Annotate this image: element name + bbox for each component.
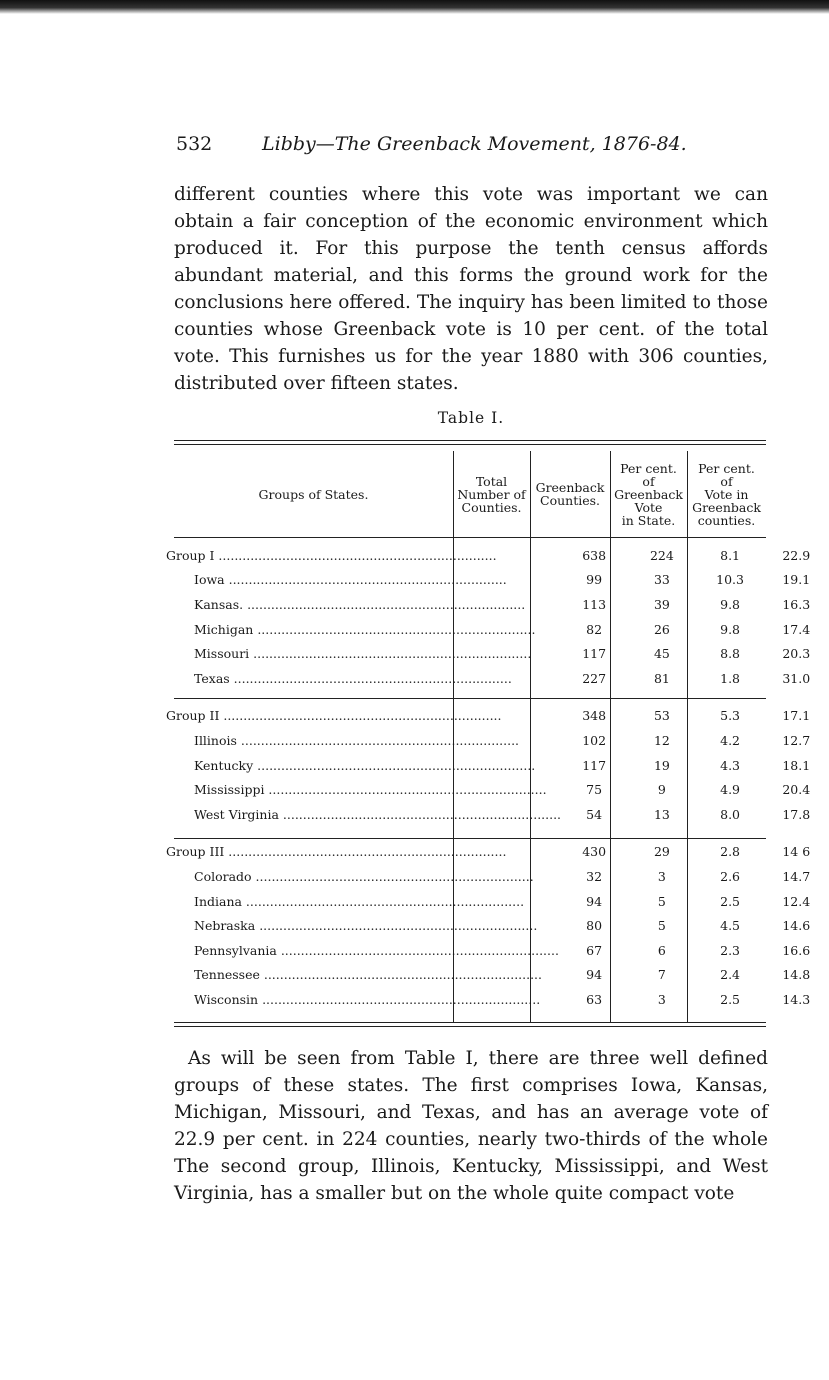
state-name: Illinois ..... [194, 733, 519, 748]
state-row [166, 963, 829, 988]
group-row [166, 704, 829, 729]
pct-counties-cell: 20.4 [782, 782, 811, 798]
state-name: West Virginia ..... [194, 807, 561, 822]
group-name: Group I ..... [166, 548, 497, 563]
group-spacer [166, 827, 829, 840]
total-cell: 67 [586, 942, 603, 958]
greenback-cell: 39 [653, 596, 670, 612]
pct-counties-cell: 14.3 [782, 991, 811, 1007]
table-bottom-rule-outer [174, 1026, 766, 1027]
greenback-cell: 12 [653, 732, 670, 748]
greenback-cell: 6 [657, 942, 666, 958]
pct-counties-cell: 14 6 [782, 844, 811, 860]
pct-counties-cell: 17.4 [782, 621, 811, 637]
table-top-rule [174, 440, 766, 441]
state-row [166, 641, 829, 666]
total-cell: 117 [582, 757, 607, 773]
table-caption: Table I. [437, 409, 505, 427]
state-row [166, 592, 829, 617]
state-row [166, 728, 829, 753]
column-header-greenback: Greenback Counties. [535, 480, 605, 508]
greenback-cell: 29 [653, 844, 670, 860]
pct-counties-cell: 14.7 [782, 868, 811, 884]
total-cell: 99 [586, 572, 603, 588]
pct-counties-cell: 16.6 [782, 942, 811, 958]
state-row [166, 864, 829, 889]
analysis-paragraph: As will be seen from Table I, there are three well defined groups of these states. The first comprises Iowa, Kansas, Michigan, Missouri, and Texas, and has an average vote of 22.9 per cent. in 224 counties, nearly two-thirds of the whole The second group, Illinois, Kentucky, Mississippi, and West Virginia, has a smaller but on the whole quite compact vote [174, 1048, 768, 1204]
pct-state-cell: 1.8 [720, 670, 741, 686]
state-name: Iowa ..... [194, 572, 507, 587]
pct-counties-cell: 16.3 [782, 596, 811, 612]
pct-counties-cell: 14.6 [782, 918, 811, 934]
pct-state-cell: 9.8 [720, 596, 741, 612]
total-cell: 63 [586, 991, 603, 1007]
total-cell: 80 [586, 918, 603, 934]
pct-state-cell: 2.4 [720, 967, 741, 983]
pct-counties-cell: 22.9 [782, 547, 811, 563]
state-name: Texas ..... [194, 671, 512, 686]
state-name: Missouri ..... [194, 646, 531, 661]
pct-state-cell: 4.2 [720, 732, 741, 748]
state-name: Kentucky ..... [194, 758, 535, 773]
group-spacer [166, 691, 829, 704]
state-name: Wisconsin ..... [194, 992, 540, 1007]
pct-state-cell: 8.0 [720, 806, 741, 822]
running-title: Libby—The Greenback Movement, 1876-84. [262, 133, 687, 155]
group-row [166, 543, 829, 568]
total-cell: 94 [586, 967, 603, 983]
column-header-pct-state: Per cent. of Greenback Vote in State. [614, 460, 683, 528]
total-cell: 94 [586, 893, 603, 909]
pct-state-cell: 4.9 [720, 782, 741, 798]
pct-counties-cell: 19.1 [782, 572, 811, 588]
pct-state-cell: 5.3 [720, 708, 741, 724]
greenback-cell: 26 [653, 621, 670, 637]
greenback-cell: 9 [657, 782, 666, 798]
state-name: Tennessee ..... [194, 967, 542, 982]
group-row [166, 840, 829, 865]
state-row [166, 753, 829, 778]
total-cell: 638 [582, 547, 607, 563]
total-cell: 348 [582, 708, 607, 724]
pct-counties-cell: 14.8 [782, 967, 811, 983]
total-cell: 32 [586, 868, 603, 884]
state-name: Indiana ..... [194, 894, 524, 909]
pct-counties-cell: 17.8 [782, 806, 811, 822]
state-row [166, 987, 829, 1012]
state-name: Nebraska ..... [194, 918, 537, 933]
total-cell: 430 [582, 844, 607, 860]
intro-paragraph: different counties where this vote was important we can obtain a fair conception of the economic environment which produced it. For this purpose the tenth census affords abundant material, and this forms the ground work for the conclusions here offered. The inquiry has been limited to those counties whose Greenback vote is 10 per cent. of the total vote. This furnishes us for the year 1880 with 306 counties, distributed over fifteen states. [174, 184, 768, 394]
state-name: Mississippi ..... [194, 782, 547, 797]
state-row [166, 568, 829, 593]
state-name: Michigan ..... [194, 622, 535, 637]
pct-counties-cell: 12.7 [782, 732, 811, 748]
page-number: 532 [176, 133, 213, 155]
pct-state-cell: 2.5 [720, 991, 741, 1007]
greenback-cell: 45 [653, 646, 670, 662]
pct-counties-cell: 12.4 [782, 893, 811, 909]
state-row [166, 666, 829, 691]
pct-state-cell: 9.8 [720, 621, 741, 637]
greenback-cell: 7 [657, 967, 666, 983]
group-name: Group III ..... [166, 844, 506, 859]
column-header-groups: Groups of States. [258, 486, 369, 502]
greenback-cell: 19 [653, 757, 670, 773]
greenback-cell: 224 [649, 547, 674, 563]
data-table [166, 543, 829, 1012]
pct-state-cell: 8.8 [720, 646, 741, 662]
state-name: Pennsylvania ..... [194, 943, 559, 958]
pct-state-cell: 2.8 [720, 844, 741, 860]
state-row [166, 617, 829, 642]
greenback-cell: 5 [657, 918, 666, 934]
pct-state-cell: 2.5 [720, 893, 741, 909]
pct-state-cell: 2.3 [720, 942, 741, 958]
pct-counties-cell: 18.1 [782, 757, 811, 773]
state-name: Colorado ..... [194, 869, 534, 884]
pct-counties-cell: 17.1 [782, 708, 811, 724]
column-header-pct-counties: Per cent. of Vote in Greenback counties. [692, 460, 761, 528]
total-cell: 113 [582, 596, 607, 612]
greenback-cell: 13 [653, 806, 670, 822]
table-bottom-rule [174, 1022, 766, 1023]
group-name: Group II ..... [166, 708, 502, 723]
page-header [176, 133, 776, 155]
total-cell: 117 [582, 646, 607, 662]
total-cell: 102 [582, 732, 607, 748]
state-row [166, 777, 829, 802]
pct-state-cell: 8.1 [720, 547, 741, 563]
scan-top-edge [0, 0, 829, 14]
greenback-cell: 53 [653, 708, 670, 724]
total-cell: 227 [582, 670, 607, 686]
pct-state-cell: 2.6 [720, 868, 741, 884]
pct-counties-cell: 20.3 [782, 646, 811, 662]
greenback-cell: 33 [653, 572, 670, 588]
greenback-cell: 5 [657, 893, 666, 909]
total-cell: 75 [586, 782, 603, 798]
greenback-cell: 3 [657, 991, 666, 1007]
state-row [166, 913, 829, 938]
state-row [166, 938, 829, 963]
greenback-cell: 81 [653, 670, 670, 686]
pct-state-cell: 4.3 [720, 757, 741, 773]
state-row [166, 802, 829, 827]
pct-state-cell: 4.5 [720, 918, 741, 934]
state-row [166, 889, 829, 914]
pct-state-cell: 10.3 [716, 572, 744, 588]
header-bottom-rule [174, 537, 766, 538]
table-top-rule-inner [174, 444, 766, 445]
total-cell: 54 [586, 806, 603, 822]
state-name: Kansas. ..... [194, 597, 525, 612]
total-cell: 82 [586, 621, 603, 637]
pct-counties-cell: 31.0 [782, 670, 811, 686]
greenback-cell: 3 [657, 868, 666, 884]
column-header-total: Total Number of Counties. [457, 473, 526, 515]
